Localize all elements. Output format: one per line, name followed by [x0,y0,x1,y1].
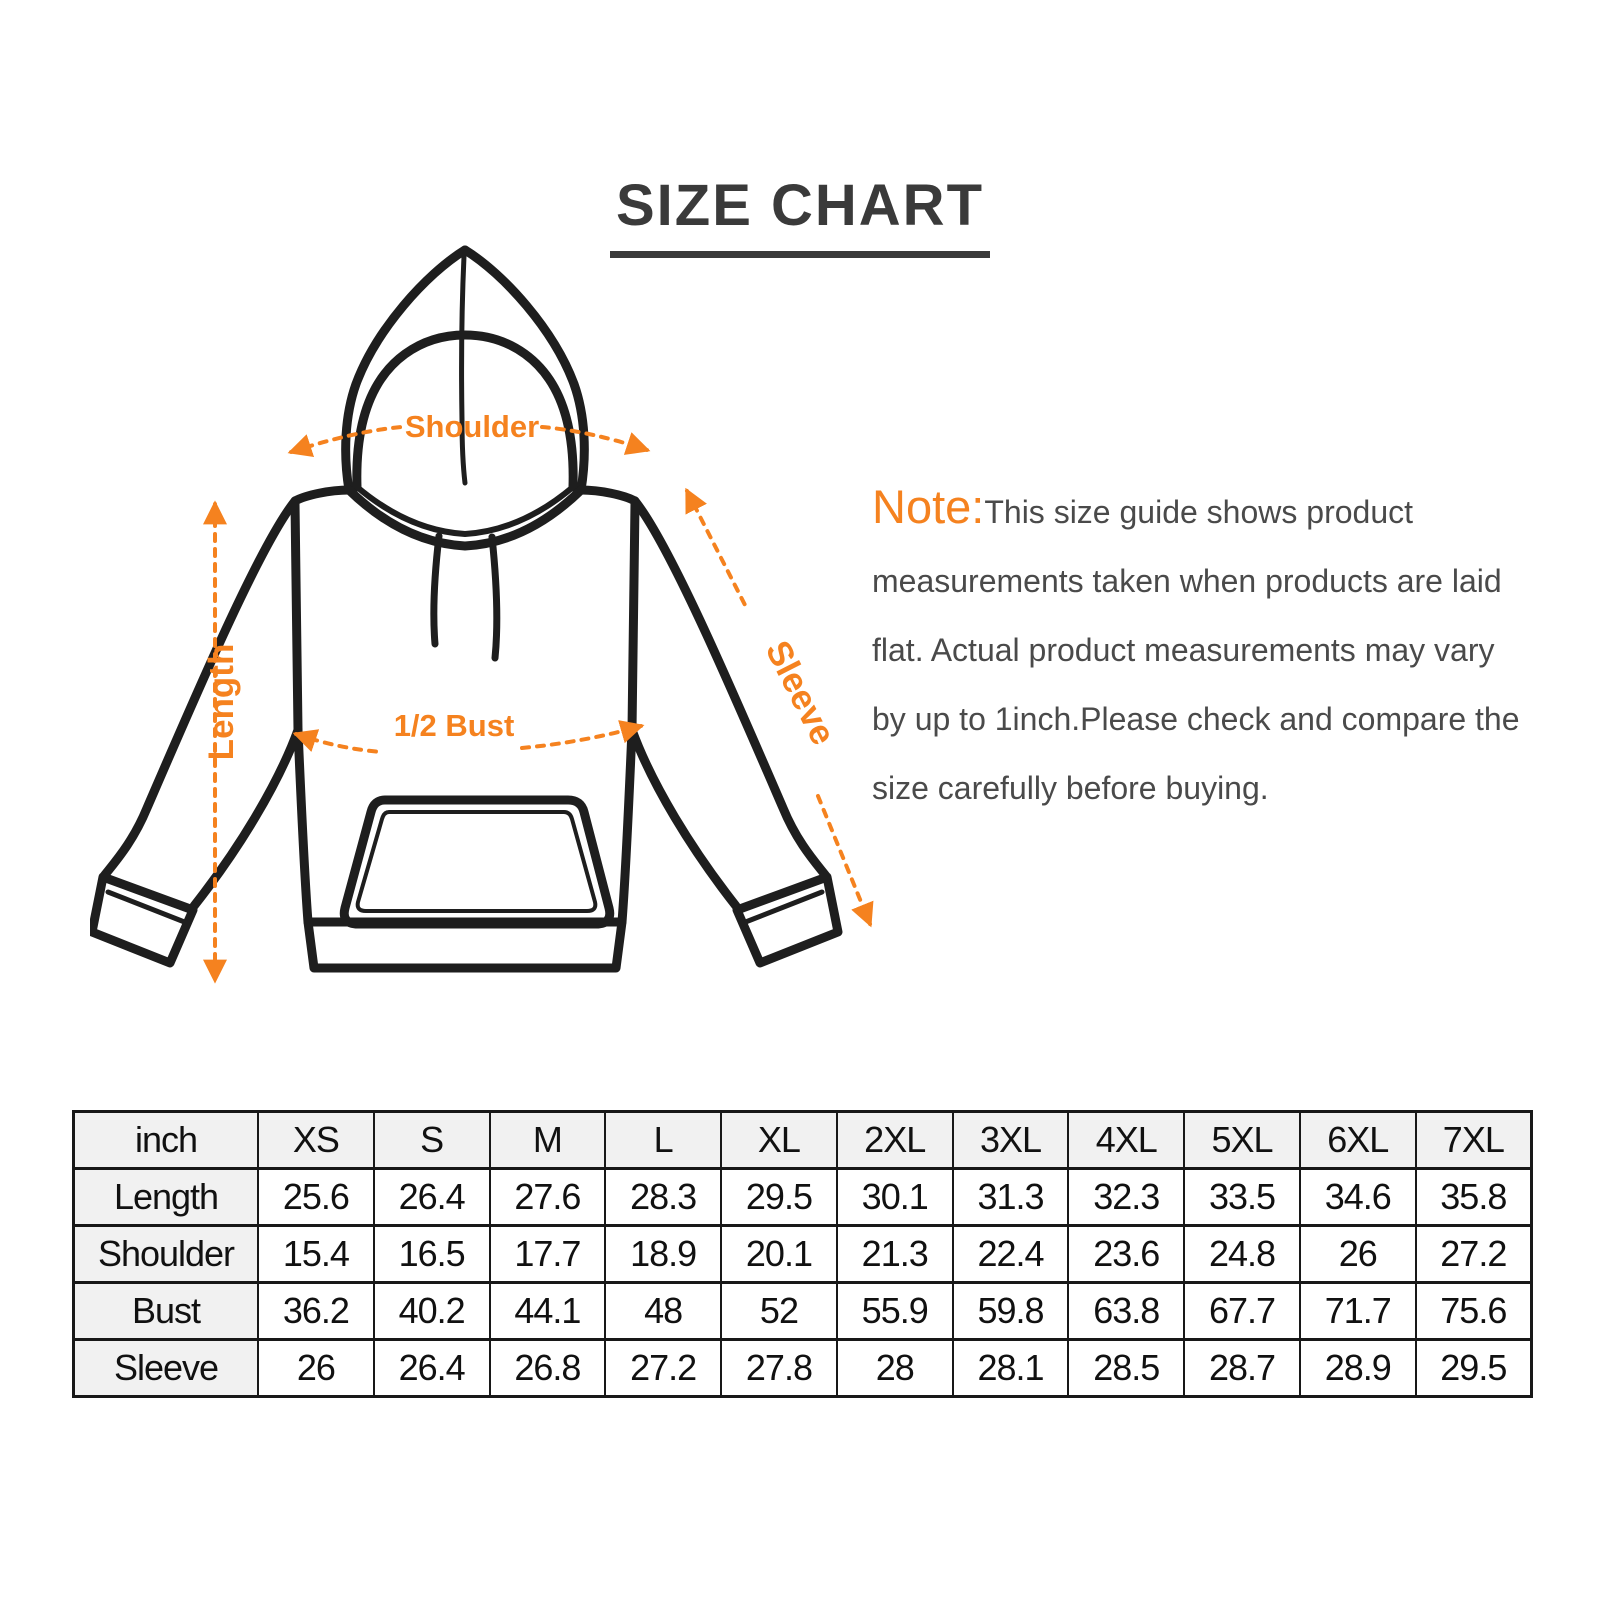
table-body [74,1169,1532,1397]
size-column-header: XS [258,1112,374,1169]
size-column-header: M [490,1112,606,1169]
table-row [74,1283,1532,1340]
row-label: Sleeve [74,1340,259,1397]
size-value-cell: 59.8 [953,1283,1069,1340]
size-value-cell: 36.2 [258,1283,374,1340]
drawstring-left [434,536,439,644]
size-value-cell: 44.1 [490,1283,606,1340]
note-paragraph [872,478,1534,823]
page-title: SIZE CHART [610,172,990,258]
hood-outer-right [465,250,584,490]
note-heading: Note: [872,480,985,533]
size-value-cell: 24.8 [1184,1226,1300,1283]
length-label: Length [202,643,241,761]
unit-header: inch [74,1112,259,1169]
size-value-cell: 48 [605,1283,721,1340]
size-value-cell: 55.9 [837,1283,953,1340]
body-left [295,503,308,922]
size-value-cell: 30.1 [837,1169,953,1226]
sleeve-measure [687,491,870,924]
size-value-cell: 35.8 [1416,1169,1532,1226]
size-value-cell: 26.4 [374,1340,490,1397]
hoodie-outline [92,250,838,968]
table-header-row [74,1112,1532,1169]
pocket-inner [358,812,596,911]
shoulder-right [581,490,635,501]
size-value-cell: 26 [258,1340,374,1397]
size-value-cell: 26.8 [490,1340,606,1397]
size-value-cell: 22.4 [953,1226,1069,1283]
size-value-cell: 28.9 [1300,1340,1416,1397]
drawstring-right [492,537,497,658]
size-value-cell: 27.6 [490,1169,606,1226]
sleeve-arrow-bottom [818,796,870,924]
shoulder-left [295,490,349,501]
table-row [74,1169,1532,1226]
size-value-cell: 15.4 [258,1226,374,1283]
sleeve-arrow-top [687,491,745,605]
size-value-cell: 20.1 [721,1226,837,1283]
size-value-cell: 28.1 [953,1340,1069,1397]
size-value-cell: 32.3 [1068,1169,1184,1226]
table-head [74,1112,1532,1169]
size-value-cell: 29.5 [721,1169,837,1226]
bust-arrow-left [296,734,382,752]
size-column-header: 3XL [953,1112,1069,1169]
size-value-cell: 26 [1300,1226,1416,1283]
row-label: Shoulder [74,1226,259,1283]
size-value-cell: 27.2 [605,1340,721,1397]
shoulder-label: Shoulder [404,409,540,444]
size-column-header: XL [721,1112,837,1169]
row-label: Bust [74,1283,259,1340]
size-value-cell: 28 [837,1340,953,1397]
sleeve-right-inner [632,730,736,906]
note-text: This size guide shows product measurements taken when products are laid flat. Actual product measurements may vary by up to 1inch.Please check and compare the size carefully before buying. [872,494,1520,806]
length-measure [202,504,241,980]
shoulder-arrow-right [542,427,647,450]
size-value-cell: 28.7 [1184,1340,1300,1397]
size-column-header: S [374,1112,490,1169]
size-value-cell: 67.7 [1184,1283,1300,1340]
size-column-header: 7XL [1416,1112,1532,1169]
size-value-cell: 75.6 [1416,1283,1532,1340]
sleeve-label: Sleeve [757,634,843,752]
size-column-header: 5XL [1184,1112,1300,1169]
bust-label: 1/2 Bust [393,708,515,743]
body-right [622,503,635,922]
size-value-cell: 23.6 [1068,1226,1184,1283]
size-value-cell: 21.3 [837,1226,953,1283]
size-value-cell: 29.5 [1416,1340,1532,1397]
hem-band [308,922,622,968]
size-value-cell: 71.7 [1300,1283,1416,1340]
size-value-cell: 26.4 [374,1169,490,1226]
size-column-header: 6XL [1300,1112,1416,1169]
hood-center-seam [462,256,465,483]
table-row [74,1226,1532,1283]
size-value-cell: 34.6 [1300,1169,1416,1226]
size-column-header: 2XL [837,1112,953,1169]
table-row [74,1340,1532,1397]
size-value-cell: 16.5 [374,1226,490,1283]
size-column-header: 4XL [1068,1112,1184,1169]
size-column-header: L [605,1112,721,1169]
size-value-cell: 17.7 [490,1226,606,1283]
size-value-cell: 18.9 [605,1226,721,1283]
size-value-cell: 31.3 [953,1169,1069,1226]
size-value-cell: 27.2 [1416,1226,1532,1283]
size-value-cell: 28.5 [1068,1340,1184,1397]
size-table-grid [72,1110,1533,1398]
row-label: Length [74,1169,259,1226]
sleeve-left-outer [104,501,295,876]
size-value-cell: 25.6 [258,1169,374,1226]
size-table [72,1110,1533,1398]
size-value-cell: 63.8 [1068,1283,1184,1340]
hoodie-diagram [90,240,890,1000]
size-value-cell: 33.5 [1184,1169,1300,1226]
size-value-cell: 27.8 [721,1340,837,1397]
collar-outer [349,490,581,546]
size-value-cell: 52 [721,1283,837,1340]
hood-outer-left [346,250,465,490]
bust-measure [296,708,641,752]
bust-arrow-right [522,726,641,748]
size-value-cell: 28.3 [605,1169,721,1226]
size-value-cell: 40.2 [374,1283,490,1340]
